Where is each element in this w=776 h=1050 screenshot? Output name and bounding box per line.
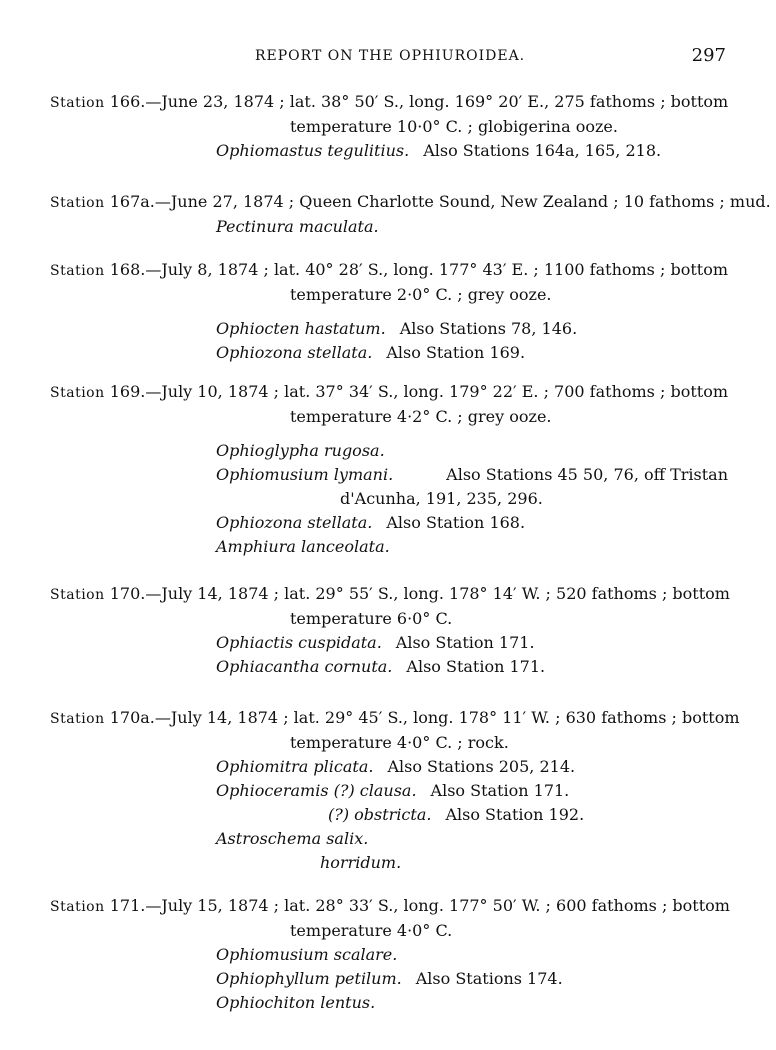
species-line [50, 943, 728, 967]
species-note: Also Station 192. [445, 805, 585, 824]
species-name: Pectinura maculata. [216, 217, 379, 236]
species-name: Ophiomitra plicata. [216, 757, 374, 776]
species-line [50, 803, 728, 827]
station-details-cont: temperature 10·0° C. ; globigerina ooze. [290, 117, 618, 136]
species-line [50, 215, 728, 239]
station-details: —July 14, 1874 ; lat. 29° 55′ S., long. 178° 14′ W. ; 520 fathoms ; bottom [145, 584, 730, 603]
species-line [50, 755, 728, 779]
species-name: Ophiocten hastatum. [216, 319, 386, 338]
station-entry [50, 380, 728, 559]
species-name: Ophiactis cuspidata. [216, 633, 382, 652]
species-name: Ophioglypha rugosa. [216, 441, 385, 460]
station-label: Station [50, 263, 105, 279]
species-line [50, 439, 728, 463]
station-heading [50, 894, 728, 919]
species-name: Ophiozona stellata. [216, 513, 373, 532]
species-note: Also Stations 164a, 165, 218. [423, 141, 662, 160]
station-label: Station [50, 195, 105, 211]
station-number: 166. [109, 92, 146, 111]
station-number: 168. [109, 260, 146, 279]
species-line [50, 631, 728, 655]
station-number: 171. [109, 896, 146, 915]
species-note: Also Station 168. [386, 513, 526, 532]
station-entry [50, 706, 740, 875]
station-details-cont: temperature 4·2° C. ; grey ooze. [290, 407, 552, 426]
species-line [50, 511, 728, 535]
species-note: Also Stations 45 50, 76, off Tristan [446, 465, 728, 484]
station-heading [50, 258, 728, 283]
station-heading [50, 90, 728, 115]
station-number: 170. [109, 584, 146, 603]
station-details: —July 15, 1874 ; lat. 28° 33′ S., long. 177° 50′ W. ; 600 fathoms ; bottom [145, 896, 730, 915]
species-line [50, 317, 728, 341]
species-line [50, 655, 728, 679]
station-label: Station [50, 711, 105, 727]
station-number: 170a. [109, 708, 155, 727]
species-note: Also Station 171. [406, 657, 546, 676]
station-details: —July 10, 1874 ; lat. 37° 34′ S., long. 179° 22′ E. ; 700 fathoms ; bottom [145, 382, 728, 401]
station-details-cont: temperature 2·0° C. ; grey ooze. [290, 285, 552, 304]
station-label: Station [50, 385, 105, 401]
station-label: Station [50, 95, 105, 111]
species-note: Also Stations 205, 214. [387, 757, 576, 776]
species-line [50, 827, 728, 851]
species-name: Astroschema salix. [216, 829, 369, 848]
station-heading [50, 706, 740, 731]
species-note: Also Station 171. [430, 781, 570, 800]
station-label: Station [50, 587, 105, 603]
species-note-cont: d'Acunha, 191, 235, 296. [340, 489, 543, 508]
station-details-cont: temperature 6·0° C. [290, 609, 453, 628]
running-title: REPORT ON THE OPHIUROIDEA. [255, 48, 526, 64]
species-name: Ophioceramis (?) clausa. [216, 781, 417, 800]
station-details-cont: temperature 4·0° C. ; rock. [290, 733, 509, 752]
species-name: Ophiacantha cornuta. [216, 657, 393, 676]
species-line [50, 967, 728, 991]
species-line [50, 851, 728, 875]
station-heading [50, 582, 728, 607]
station-entry [50, 90, 728, 163]
species-note: Also Station 171. [395, 633, 535, 652]
species-name: Ophiomusium lymani. [216, 465, 394, 484]
species-name: (?) obstricta. [328, 805, 432, 824]
species-line [50, 535, 728, 559]
station-details: —June 23, 1874 ; lat. 38° 50′ S., long. 169° 20′ E., 275 fathoms ; bottom [145, 92, 729, 111]
species-line [50, 463, 728, 487]
species-note: Also Station 169. [386, 343, 526, 362]
station-details: —July 14, 1874 ; lat. 29° 45′ S., long. 178° 11′ W. ; 630 fathoms ; bottom [154, 708, 740, 727]
species-note: Also Stations 78, 146. [399, 319, 578, 338]
species-line [50, 139, 728, 163]
species-name: Ophiozona stellata. [216, 343, 373, 362]
species-line [50, 991, 728, 1015]
station-entry [50, 258, 728, 365]
species-line [50, 779, 728, 803]
species-note: Also Stations 174. [415, 969, 563, 988]
station-entry [50, 582, 728, 679]
station-details: —June 27, 1874 ; Queen Charlotte Sound, New Zealand ; 10 fathoms ; mud. [154, 192, 771, 211]
station-entry [50, 894, 728, 1015]
species-name: Ophiophyllum petilum. [216, 969, 402, 988]
station-entry [50, 190, 771, 239]
species-name: Ophiomusium scalare. [216, 945, 398, 964]
page-number: 297 [691, 45, 726, 66]
species-line [50, 341, 728, 365]
station-heading [50, 380, 728, 405]
station-details: —July 8, 1874 ; lat. 40° 28′ S., long. 177° 43′ E. ; 1100 fathoms ; bottom [145, 260, 728, 279]
station-label: Station [50, 899, 105, 915]
species-name: horridum. [320, 853, 402, 872]
species-name: Ophiomastus tegulitius. [216, 141, 410, 160]
species-name: Ophiochiton lentus. [216, 993, 376, 1012]
station-heading [50, 190, 771, 215]
station-number: 167a. [109, 192, 155, 211]
station-number: 169. [109, 382, 146, 401]
page-header [0, 45, 776, 72]
species-name: Amphiura lanceolata. [216, 537, 390, 556]
station-details-cont: temperature 4·0° C. [290, 921, 453, 940]
